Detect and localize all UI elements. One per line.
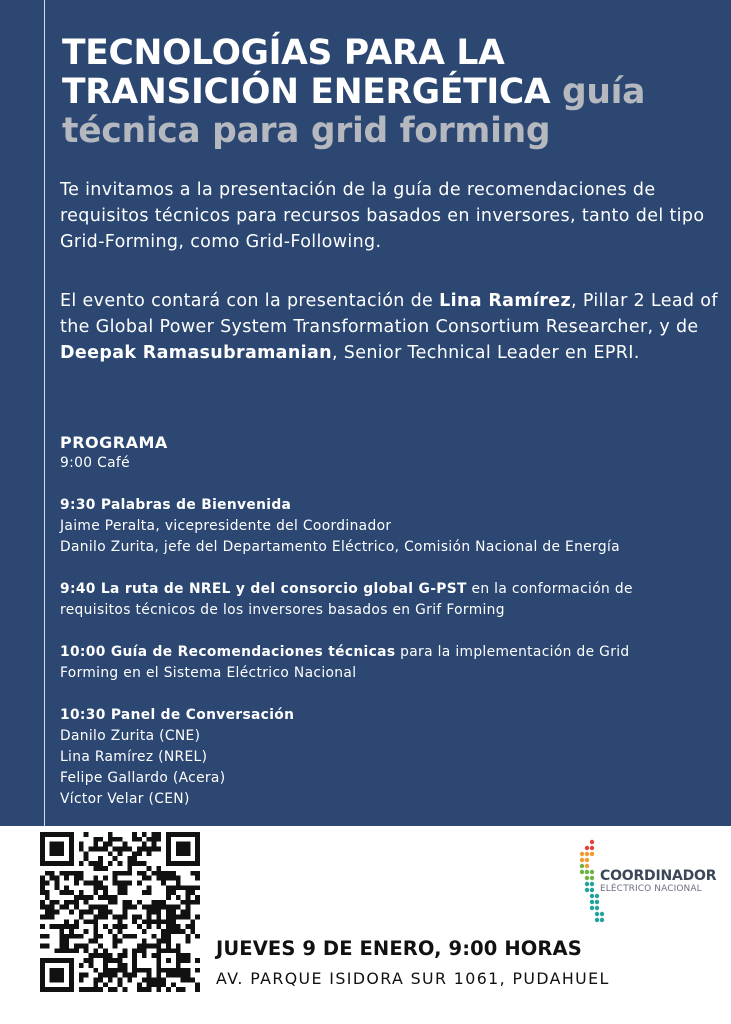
program-item-guide [60, 642, 725, 684]
panelist-line: Danilo Zurita (CNE) [60, 728, 201, 744]
program-item-line: requisitos técnicos de los inversores basados en Grif Forming [60, 602, 505, 618]
intro-paragraph: Te invitamos a la presentación de la guía de recomendaciones de requisitos técnicos para recursos basados en inversores, tanto del tipo Grid-Forming, como Grid-Following. [60, 180, 705, 252]
title-main: TECNOLOGÍAS PARA LA TRANSICIÓN ENERGÉTICA [62, 33, 551, 112]
speaker-2-role: , Senior Technical Leader en EPRI. [331, 343, 640, 363]
qr-code[interactable] [40, 832, 200, 992]
panelist-line: Felipe Gallardo (Acera) [60, 770, 226, 786]
program-item-panel [60, 705, 725, 810]
program-item-title: 10:00 Guía de Recomendaciones técnicas [60, 644, 396, 660]
program-item-first-line [60, 579, 725, 600]
speaker-1-name: Lina Ramírez [439, 291, 572, 311]
program-item-line: Forming en el Sistema Eléctrico Nacional [60, 665, 357, 681]
program-cafe [60, 453, 725, 474]
program-item-title: 10:30 Panel de Conversación [60, 707, 295, 723]
logo-name: COORDINADOR [600, 868, 717, 884]
title-subtitle: guía técnica para grid forming [62, 72, 646, 151]
panelist-line: Víctor Velar (CEN) [60, 791, 190, 807]
panelist-line: Lina Ramírez (NREL) [60, 749, 208, 765]
logo-subtitle: ELÉCTRICO NACIONAL [600, 884, 702, 894]
event-address: AV. PARQUE ISIDORA SUR 1061, PUDAHUEL [216, 969, 610, 988]
program-item-first-line [60, 642, 725, 663]
speakers-lead: El evento contará con la presentación de [60, 291, 440, 311]
program-heading: PROGRAMA [60, 433, 168, 452]
program-item-rest: para la implementación de Grid [395, 644, 630, 660]
decorative-vertical-line [44, 0, 45, 826]
program-item-line: Jaime Peralta, vicepresidente del Coordinador [60, 518, 392, 534]
program-item-title: 9:30 Palabras de Bienvenida [60, 497, 292, 513]
program-item-rest: en la conformación de [466, 581, 633, 597]
cafe-line: 9:00 Café [60, 455, 130, 471]
event-date: JUEVES 9 DE ENERO, 9:00 HORAS [216, 937, 582, 960]
program-item-line: Danilo Zurita, jefe del Departamento Eléctrico, Comisión Nacional de Energía [60, 539, 620, 555]
program-item-welcome [60, 495, 725, 558]
speakers-paragraph [60, 288, 725, 366]
program-item-title: 9:40 La ruta de NREL y del consorcio global G-PST [60, 581, 467, 597]
page-title [62, 34, 722, 151]
program-item-nrel [60, 579, 725, 621]
speaker-2-name: Deepak Ramasubramanian [60, 343, 332, 363]
speaker-1-role: , Pillar 2 Lead of the Global Power System Transformation Consortium Researcher, y de [60, 291, 718, 337]
